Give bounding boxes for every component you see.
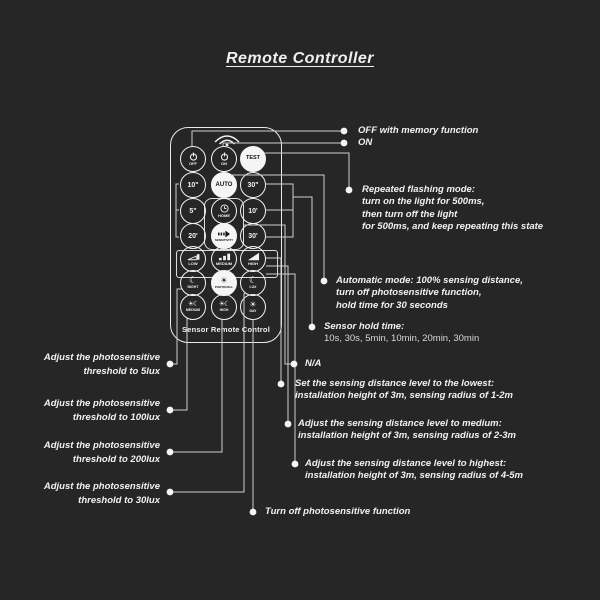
connector-dot <box>285 421 292 428</box>
night-button: ☾ NIGHT <box>180 270 206 296</box>
connector-dot <box>321 278 328 285</box>
off-label: OFF <box>189 161 197 166</box>
remote-footer-label: Sensor Remote Control <box>182 325 270 334</box>
sun-icon: ☀ <box>249 299 257 309</box>
callout-on: ON <box>358 137 373 148</box>
auto-button: AUTO <box>211 172 237 198</box>
on-label: ON <box>221 161 227 166</box>
moon-icon: ☾ <box>188 275 198 286</box>
connector-dot <box>341 128 348 135</box>
connector-dot <box>250 509 257 516</box>
sensitivity-button: SENSITIVITY <box>211 223 237 249</box>
callout-threshold-100lux: Adjust the photosensitive threshold to 100lux <box>43 398 160 423</box>
time-20min-button: 20' <box>180 223 206 249</box>
time-10s-button: 10" <box>180 172 206 198</box>
distance-low-button: LOW <box>180 246 206 272</box>
connector-dot <box>167 361 174 368</box>
signal-icon <box>209 131 245 146</box>
title-bar <box>0 50 600 68</box>
sun-moon-icon: ☀☾ <box>218 301 230 309</box>
time-5min-button: 5" <box>180 198 206 224</box>
callout-distance-lowest: Set the sensing distance level to the lowest: installation height of 3m, sensing radius of 1-2m <box>295 378 514 402</box>
off-button <box>180 146 206 172</box>
lux-button: ☾ LUX <box>240 270 266 296</box>
ramp-medium-icon <box>218 252 231 261</box>
connector-dot <box>292 461 299 468</box>
fast-arrow-icon <box>218 230 230 238</box>
connector-dot <box>291 361 298 368</box>
time-10min-button: 10' <box>240 198 266 224</box>
callout-threshold-5lux: Adjust the photosensitive threshold to 5lux <box>43 352 160 377</box>
home-button: HOME <box>211 198 237 224</box>
remote-controller <box>170 127 282 343</box>
distance-medium-button: MEDIUM <box>211 246 237 272</box>
callout-threshold-30lux: Adjust the photosensitive threshold to 30lux <box>43 481 160 506</box>
connector-dot <box>167 449 174 456</box>
connector-dot <box>341 140 348 147</box>
time-30min-button: 30' <box>240 223 266 249</box>
on-button <box>211 146 237 172</box>
callout-sensor-hold-time: Sensor hold time: 10s, 30s, 5min, 10min, 20min, 30min <box>324 321 480 345</box>
moon-icon: ☾ <box>248 275 258 286</box>
page-title: Remote Controller <box>225 50 375 67</box>
connector-dot <box>309 324 316 331</box>
callout-flashing-mode: Repeated flashing mode: turn on the light for 500ms, then turn off the light for 500ms, and keep repeating this state <box>362 184 544 233</box>
callout-na: N/A <box>305 358 322 369</box>
lux-medium-button: ☀☾ MEDIUM <box>180 294 206 320</box>
time-30s-button: 30" <box>240 172 266 198</box>
distance-high-button: HIGH <box>240 246 266 272</box>
connector-dot <box>346 187 353 194</box>
callout-off-memory: OFF with memory function <box>358 125 479 136</box>
clock-icon <box>220 204 229 213</box>
lux-high-button: ☀☾ HIGH <box>211 294 237 320</box>
power-icon <box>220 152 229 161</box>
callout-turn-off-photosensitive: Turn off photosensitive function <box>265 506 411 517</box>
day-button: ☀ DAY <box>240 294 266 320</box>
sun-icon: ☀ <box>220 276 228 285</box>
callout-automatic-mode: Automatic mode: 100% sensing distance, turn off photosensitive function, hold time for 30 seconds <box>336 275 523 311</box>
test-button: TEST <box>240 146 266 172</box>
callout-distance-highest: Adjust the sensing distance level to highest: installation height of 3m, sensing radius of 4-5m <box>305 458 524 482</box>
power-icon <box>189 152 198 161</box>
callout-distance-medium: Adjust the sensing distance level to medium: installation height of 3m, sensing radius of 2-3m <box>298 418 517 442</box>
connector-dot <box>167 407 174 414</box>
connector-dot <box>278 381 285 388</box>
photocell-button: ☀ PHOTOCELL <box>211 270 237 296</box>
sun-moon-icon: ☀☾ <box>187 301 199 309</box>
callout-threshold-200lux: Adjust the photosensitive threshold to 200lux <box>43 440 160 465</box>
ramp-low-icon <box>187 252 200 261</box>
ramp-high-icon <box>247 252 260 261</box>
connector-dot <box>167 489 174 496</box>
